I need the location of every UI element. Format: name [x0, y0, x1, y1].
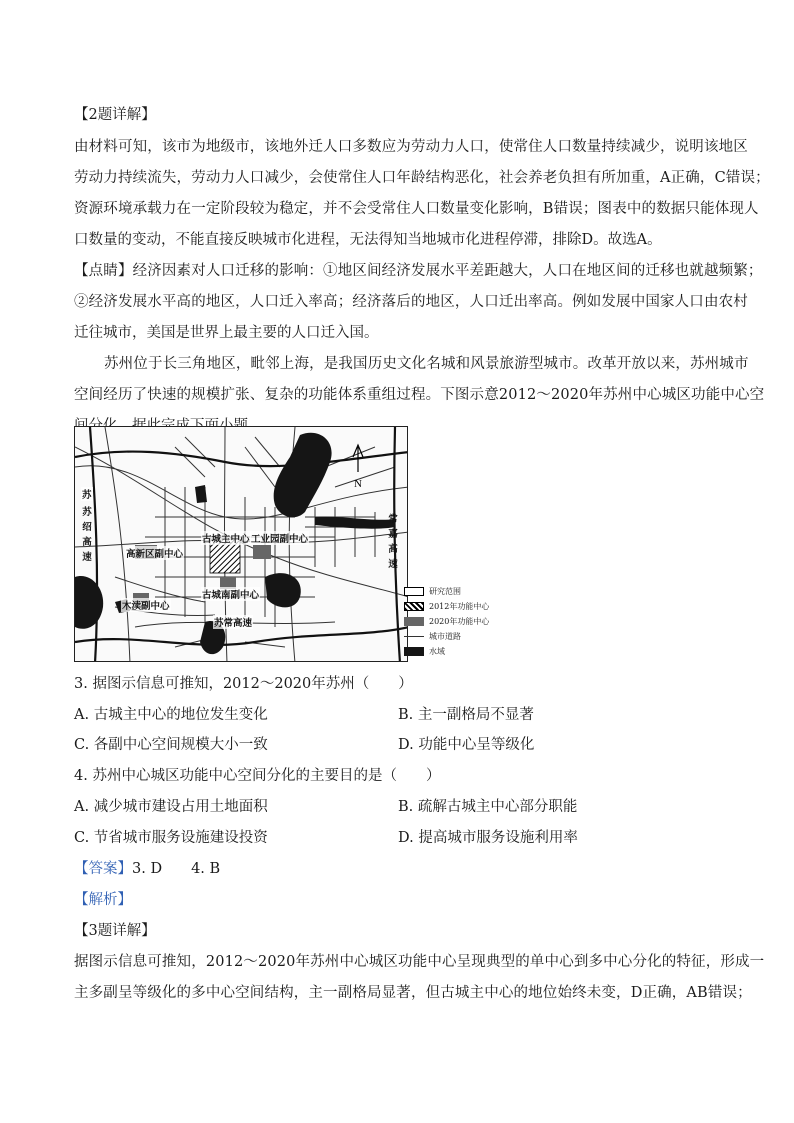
label-industrial-park: 工业园副中心: [250, 531, 309, 545]
label-hightech: 高新区副中心: [125, 546, 184, 560]
q4-option-a[interactable]: A. 减少城市建设占用土地面积: [74, 799, 268, 815]
legend-2012-center: 2012年功能中心: [404, 599, 489, 614]
legend-study-area: 研究范围: [404, 584, 489, 599]
map-legend: [404, 584, 489, 659]
legend-swatch-2020: [404, 617, 424, 626]
analysis-label: 【解析】: [74, 892, 132, 908]
q4-option-d[interactable]: D. 提高城市服务设施利用率: [398, 830, 578, 846]
label-south: 古城南副中心: [201, 587, 260, 601]
answer-line: [74, 859, 220, 879]
q3-detail-line-2: 主多副呈等级化的多中心空间结构，主一副格局显著，但古城主中心的地位始终未变，D正确，AB错误；: [74, 985, 752, 1001]
q3-option-c[interactable]: C. 各副中心空间规模大小一致: [74, 737, 268, 753]
q4-option-b[interactable]: B. 疏解古城主中心部分职能: [398, 799, 578, 815]
q3-option-d[interactable]: D. 功能中心呈等级化: [398, 737, 535, 753]
q2-detail-line-3: 资源环境承载力在一定阶段较为稳定，并不会受常住人口数量变化影响，B错误；图表中的数据只能体现人: [74, 201, 759, 217]
label-su-shao-highway: 苏绍高速: [82, 507, 92, 563]
label-mudu: 木渎副中心: [121, 598, 171, 612]
tip-line-3: 迁往城市，美国是世界上最主要的人口迁入国。: [74, 325, 379, 341]
q3-option-a[interactable]: A. 古城主中心的地位发生变化: [74, 707, 268, 723]
legend-swatch-road: [404, 636, 424, 637]
q2-detail-line-2: 劳动力持续流失，劳动力人口减少，会使常住人口年龄结构恶化，社会养老负担有所加重，A正确，C错误；: [74, 170, 770, 186]
q2-detail-header: 【2题详解】: [74, 107, 156, 123]
intro-line-1: 苏州位于长三角地区，毗邻上海，是我国历史文化名城和风景旅游型城市。改革开放以来，苏州城市: [104, 356, 749, 372]
q3-stem: 3. 据图示信息可推知，2012～2020年苏州（ ）: [74, 676, 413, 692]
label-chang-jia-highway: 常嘉高速: [388, 514, 398, 570]
tip-line-2: ②经济发展水平高的地区，人口迁入率高；经济落后的地区，人口迁出率高。例如发展中国家人口由农村: [74, 294, 748, 310]
q2-detail-line-1: 由材料可知，该市为地级市，该地外迁人口多数应为劳动力人口，使常住人口数量持续减少，说明该地区: [74, 139, 748, 155]
label-su-top: 苏: [81, 487, 93, 501]
legend-road: 城市道路: [404, 629, 489, 644]
answer-label: 【答案】: [74, 861, 132, 877]
q2-detail-line-4: 口数量的变动，不能直接反映城市化进程，无法得知当地城市化进程停滞，排除D。故选A。: [74, 232, 662, 248]
label-su-chang-highway: 苏常高速: [213, 615, 253, 629]
tip-line-1: 【点睛】经济因素对人口迁移的影响：①地区间经济发展水平差距越大，人口在地区间的迁移也就越频繁；: [74, 263, 763, 279]
q3-detail-line-1: 据图示信息可推知，2012～2020年苏州中心城区功能中心呈现典型的单中心到多中心分化的特征，形成一: [74, 954, 765, 970]
label-old-city: 古城主中心: [201, 531, 251, 545]
legend-2020-center: 2020年功能中心: [404, 614, 489, 629]
north-arrow: [353, 445, 363, 490]
suzhou-map: [74, 426, 408, 662]
answer-text: 3. D 4. B: [132, 861, 221, 877]
legend-swatch-water: [404, 647, 424, 656]
q4-stem: 4. 苏州中心城区功能中心空间分化的主要目的是（ ）: [74, 768, 441, 784]
intro-line-2: 空间经历了快速的规模扩张、复杂的功能体系重组过程。下图示意2012～2020年苏州中心城区功能中心空: [74, 387, 765, 403]
legend-water: 水域: [404, 644, 489, 659]
svg-text:N: N: [354, 478, 362, 490]
q3-option-b[interactable]: B. 主一副格局不显著: [398, 707, 534, 723]
q3-detail-header: 【3题详解】: [74, 923, 156, 939]
legend-swatch-study-area: [404, 587, 424, 596]
q4-option-c[interactable]: C. 节省城市服务设施建设投资: [74, 830, 268, 846]
legend-swatch-2012: [404, 602, 424, 611]
